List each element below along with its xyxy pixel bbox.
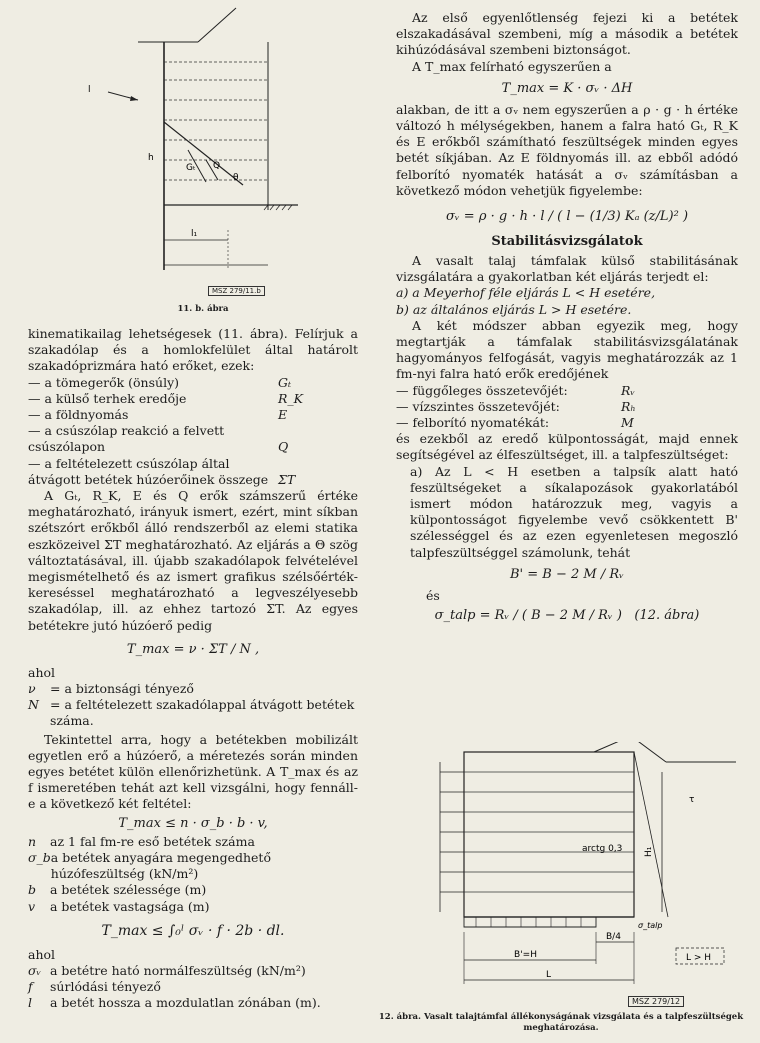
right-para6: a) Az L < H esetben a talpsík alatt ható feszültségeket a síkalapozások gyakorlatából ismert módon határozzuk meg, vagyis a külpontosságot figyelembe vevő csökkentett B' szélességgel és az ezen egyenletesen megoszló talpfeszültséggel számolunk, tehát — [410, 463, 738, 560]
figure-11b — [68, 0, 298, 318]
forces-list — [28, 375, 358, 488]
fig12-reference: (12. ábra) — [634, 608, 700, 624]
fig12-label-arctg: arctg 0,3 — [582, 844, 623, 854]
fig12-caption: 12. ábra. Vasalt talajtámfal állékonyságának vizsgálata és a talpfeszültségek meghatározása. — [378, 1012, 744, 1033]
def-item: l a betét hossza a mozdulatlan zónában (m). — [28, 995, 321, 1011]
es-word: és — [426, 587, 440, 603]
formula-tmax-2: T_max ≤ n · σ_b · b · v, — [118, 815, 268, 831]
fig12-condition: L > H — [686, 953, 712, 963]
fig11-label-l1: l₁ — [191, 229, 198, 239]
left-para3: Tekintettel arra, hogy a betétekben mobilizált egyetlen erő a húzóerő, a méretezés során minden egyes betétet külön ellenőrizhetünk. A T_max és az f ismeretében tehát azt kell vizsgálni, hogy fennáll-e a következő két feltétel: — [28, 731, 358, 812]
figure-11b-drawing — [68, 0, 298, 300]
formula-b-prime: B' = B − 2 M / Rᵥ — [510, 566, 624, 582]
right-para4: A két módszer abban egyezik meg, hogy megtartják a támfalak stabilitásvizsgálatának hagyományos felfogását, vagyis meghatározzák az 1 fm-nyi falra ható erők eredőjének — [396, 317, 738, 382]
method-item: b) az általános eljárás L > H esetére. — [396, 301, 632, 317]
fig11-label-l: l — [88, 85, 91, 95]
def-item: b a betétek szélessége (m) — [28, 882, 207, 898]
figure-12 — [378, 742, 746, 1042]
def-item: σᵥ a betétre ható normálfeszültség (kN/m²) — [28, 962, 306, 978]
def-item: n az 1 fal fm-re eső betétek száma — [28, 833, 255, 849]
right-para1b: A T_max felírható egyszerűen a — [412, 58, 612, 74]
ahol-2: ahol — [28, 946, 56, 962]
def-item: σ_b a betétek anyagára megengedhető húzófeszültség (kN/m²) — [28, 849, 271, 882]
fig11-label-Q: Q — [213, 161, 221, 171]
figure-12-drawing — [406, 742, 746, 998]
force-item: — a csúszólap reakció a felvett csúszólapon Q — [28, 423, 289, 455]
component-item: — függőleges összetevőjét: Rᵥ — [396, 382, 636, 398]
formula-tmax-3: T_max ≤ ∫₀ˡ σᵥ · f · 2b · dl. — [101, 922, 285, 939]
left-para2: A Gₜ, R_K, E és Q erők számszerű értéke meghatározható, irányuk ismert, ezért, mint síkban szétszórt erőkből álló rendszerből az elemi statika eszközeivel ΣT meghatározható. Az eljárás a Θ szög változtatásával, ill. újabb szakadólapok felvételével megismételhető és az ismert grafikus szélsőérték-kereséssel meghatározható a legveszélyesebb szakadólap, ill. az ehhez tartozó ΣT. Az egyes betétekre jutó húzóerő pedig — [28, 488, 358, 633]
right-para1: Az első egyenlőtlenség fejezi ki a betétek elszakadásával szembeni, míg a második a betétek kihúzódásával szembeni biztonságot. — [396, 10, 738, 58]
fig12-label-tau: τ — [689, 795, 695, 805]
def-item: v a betétek vastagsága (m) — [28, 898, 210, 914]
left-intro: kinematikailag lehetségesek (11. ábra). Felírjuk a szakadólap és a homlokfelület által határolt szakadóprizmára ható erőket, ezek: — [28, 326, 358, 374]
fig12-label-sigma: σ_talp — [638, 921, 663, 930]
right-para3: A vasalt talaj támfalak külső stabilitásának vizsgálatára a gyakorlatban két eljárás terjedt el: — [396, 253, 738, 285]
fig12-stamp: MSZ 279/12 — [628, 996, 684, 1007]
fig12-label-l: L — [546, 970, 552, 980]
fig12-label-h1: H₁ — [644, 846, 654, 857]
fig12-label-b4: B/4 — [606, 932, 621, 942]
right-para5: és ezekből az eredő külpontosságát, majd ennek segítségével az élfeszültséget, ill. a talpfeszültséget: — [396, 431, 738, 463]
formula-tmax-k: T_max = K · σᵥ · ΔH — [501, 80, 633, 96]
def-item: f súrlódási tényező — [28, 979, 161, 995]
fig12-label-bh: B'=H — [514, 950, 537, 960]
formula-sigma-v: σᵥ = ρ · g · h · l / ( l − (1/3) Kₐ (z/L)² ) — [445, 209, 689, 225]
force-item: — a feltételezett csúszólap által átvágott betétek húzóerőinek összege ΣT — [28, 455, 296, 487]
formula-sigma-talp: σ_talp = Rᵥ / ( B − 2 M / Rᵥ ) (12. ábra) — [434, 608, 700, 624]
right-para2: alakban, de itt a σᵥ nem egyszerűen a ρ · g · h értéke változó h mélységekben, hanem a falra ható Gₜ, R_K és E erőkből számítható feszültségek minden egyes betét síkjában. Az E földnyomás ill. az ebből adódó felborító nyomaték hatását a σᵥ számításban a következő módon vehetjük figyelembe: — [396, 101, 738, 198]
fig11-label-theta: θ — [233, 173, 239, 183]
force-item: — a földnyomás E — [28, 407, 288, 423]
fig11-label-Gt: Gₜ — [186, 163, 196, 173]
component-item: — vízszintes összetevőjét: Rₕ — [396, 398, 636, 414]
formula-tmax-1: T_max = ν · ΣT / N , — [126, 641, 260, 657]
component-item: — felborító nyomatékát: M — [396, 415, 634, 431]
def-item: ν = a biztonsági tényező — [28, 681, 194, 697]
force-item: — a külső terhek eredője R_K — [28, 390, 303, 406]
method-item: a) a Meyerhof féle eljárás L < H esetére, — [396, 285, 656, 301]
section-heading: Stabilitásvizsgálatok — [491, 234, 643, 250]
fig11-label-h: h — [148, 153, 154, 163]
fig11-caption: 11. b. ábra — [177, 304, 229, 314]
fig11-stamp: MSZ 279/11.b — [208, 286, 265, 296]
force-item: — a tömegerők (önsúly) Gₜ — [28, 374, 292, 390]
def-item: N = a feltételezett szakadólappal átvágott betétek száma. — [28, 697, 355, 729]
ahol-1: ahol — [28, 664, 56, 680]
